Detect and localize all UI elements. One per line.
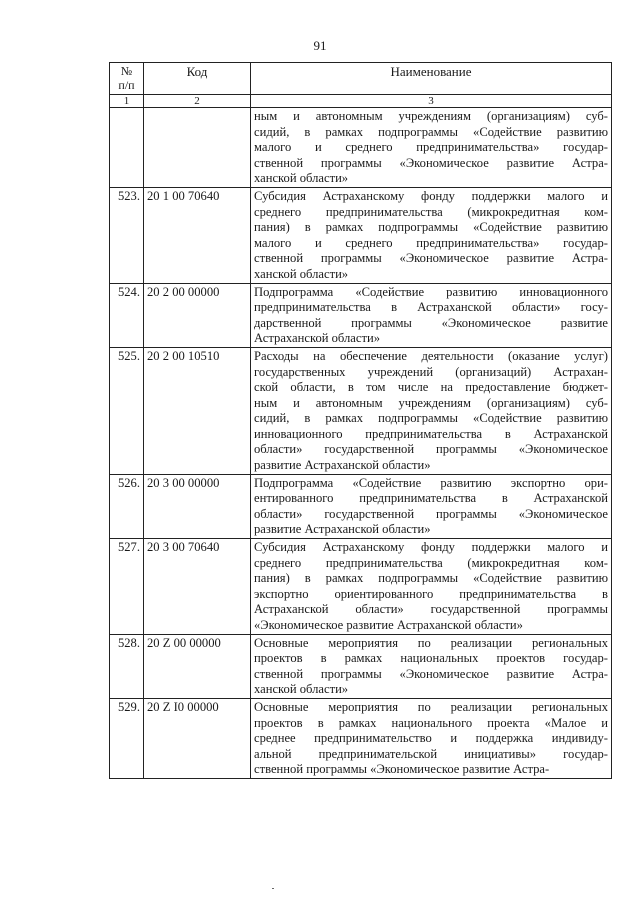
row-name-line: альной предпринимательской инициативы» государ-	[254, 746, 608, 761]
row-name-line: ственной программы «Экономическое развитие Астра-	[254, 251, 608, 266]
row-name-line: ственной программы «Экономическое развитие Астра-	[254, 666, 608, 681]
row-code: 20 3 00 70640	[144, 539, 251, 635]
row-name-line: пания) в рамках подпрограммы «Содействие развитию	[254, 571, 608, 586]
column-index-3: 3	[251, 95, 612, 108]
row-number: 525.	[110, 347, 144, 474]
row-name-line: малого и среднего предпринимательства» государ-	[254, 140, 608, 155]
row-code: 20 2 00 10510	[144, 347, 251, 474]
table-row	[110, 108, 612, 188]
table-row	[110, 634, 612, 698]
row-name-line: среднего предпринимательства (микрокредитная ком-	[254, 555, 608, 570]
budget-classification-table	[109, 62, 612, 779]
row-name-line: государственных учреждений (организаций) Астрахан-	[254, 364, 608, 379]
table-row	[110, 539, 612, 635]
table-body	[110, 108, 612, 779]
row-name-line: Субсидия Астраханскому фонду поддержки малого и	[254, 540, 608, 555]
table-row	[110, 698, 612, 778]
row-name-line: Астраханской области»	[254, 331, 381, 346]
row-name-line: развитие Астраханской области»	[254, 458, 431, 473]
row-name-line: Основные мероприятия по реализации региональных	[254, 699, 608, 714]
row-name-line: Подпрограмма «Содействие развитию инновационного	[254, 284, 608, 299]
header-name: Наименование	[251, 63, 612, 95]
row-name-line: области» государственной программы «Экономическое	[254, 442, 608, 457]
column-index-1: 1	[110, 95, 144, 108]
row-name-line: среднее предпринимательство и поддержка индивиду-	[254, 731, 608, 746]
row-name-line: экспортно ориентированного предпринимательства в	[254, 586, 608, 601]
row-name-line: Подпрограмма «Содействие развитию экспортно ори-	[254, 475, 608, 490]
row-name-line: Астраханской области» государственной программы	[254, 602, 608, 617]
table-row	[110, 187, 612, 283]
row-name-line: ханской области»	[254, 266, 349, 281]
row-name	[251, 474, 612, 538]
row-name-line: среднего предпринимательства (микрокредитная ком-	[254, 204, 608, 219]
row-name	[251, 539, 612, 635]
row-name	[251, 187, 612, 283]
row-name-line: ственной программы «Экономическое развитие Астра-	[254, 155, 608, 170]
row-name-line: «Экономическое развитие Астраханской области»	[254, 618, 523, 632]
row-name-line: Субсидия Астраханскому фонду поддержки малого и	[254, 188, 608, 203]
row-name-line: малого и среднего предпринимательства» государ-	[254, 235, 608, 250]
row-name-line: ным и автономным учреждениям (организациям) суб-	[254, 109, 608, 123]
row-code: 20 Z 00 00000	[144, 634, 251, 698]
row-name-line: проектов в рамках национальных проектов государ-	[254, 651, 608, 666]
row-name-line: ханской области»	[254, 171, 349, 186]
row-code: 20 2 00 00000	[144, 283, 251, 347]
row-name-line: ханской области»	[254, 682, 349, 697]
row-name-line: проектов в рамках национального проекта «Малое и	[254, 715, 608, 730]
row-number	[110, 108, 144, 188]
row-number: 526.	[110, 474, 144, 538]
row-name-line: пания) в рамках подпрограммы «Содействие развитию	[254, 220, 608, 235]
row-number: 529.	[110, 698, 144, 778]
row-name	[251, 108, 612, 188]
row-name-line: дарственной программы «Экономическое развитие	[254, 315, 608, 330]
row-name	[251, 634, 612, 698]
scan-speck	[272, 888, 274, 889]
table-row	[110, 347, 612, 474]
row-name-line: предпринимательства в Астраханской области» госу-	[254, 300, 608, 315]
table-row	[110, 283, 612, 347]
row-code: 20 Z I0 00000	[144, 698, 251, 778]
row-number: 523.	[110, 187, 144, 283]
row-name-line: ентированного предпринимательства в Астраханской	[254, 491, 608, 506]
table-header-row	[110, 63, 612, 95]
row-name-line: Расходы на обеспечение деятельности (оказание услуг)	[254, 348, 608, 363]
row-code: 20 1 00 70640	[144, 187, 251, 283]
table-row	[110, 474, 612, 538]
row-name-line: области» государственной программы «Экономическое	[254, 506, 608, 521]
row-name	[251, 347, 612, 474]
column-index-row	[110, 95, 612, 108]
page-number: 91	[313, 38, 327, 53]
row-name	[251, 283, 612, 347]
row-name-line: развитие Астраханской области»	[254, 522, 431, 537]
row-name-line: ственной программы «Экономическое развитие Астра-	[254, 762, 550, 777]
row-name-line: сидий, в рамках подпрограммы «Содействие развитию	[254, 124, 608, 139]
row-number: 528.	[110, 634, 144, 698]
header-number	[110, 63, 144, 95]
column-index-2: 2	[144, 95, 251, 108]
header-number-label: № п/п	[118, 64, 135, 92]
row-code: 20 3 00 00000	[144, 474, 251, 538]
row-name-line: ской области, в том числе на предоставление бюджет-	[254, 380, 608, 395]
header-code: Код	[144, 63, 251, 95]
row-name-line: сидий, в рамках подпрограммы «Содействие развитию	[254, 411, 608, 426]
row-name	[251, 698, 612, 778]
row-number: 524.	[110, 283, 144, 347]
row-name-line: ным и автономным учреждениям (организациям) суб-	[254, 395, 608, 410]
row-number: 527.	[110, 539, 144, 635]
row-code	[144, 108, 251, 188]
row-name-line: инновационного предпринимательства в Астраханской	[254, 426, 608, 441]
row-name-line: Основные мероприятия по реализации региональных	[254, 635, 608, 650]
